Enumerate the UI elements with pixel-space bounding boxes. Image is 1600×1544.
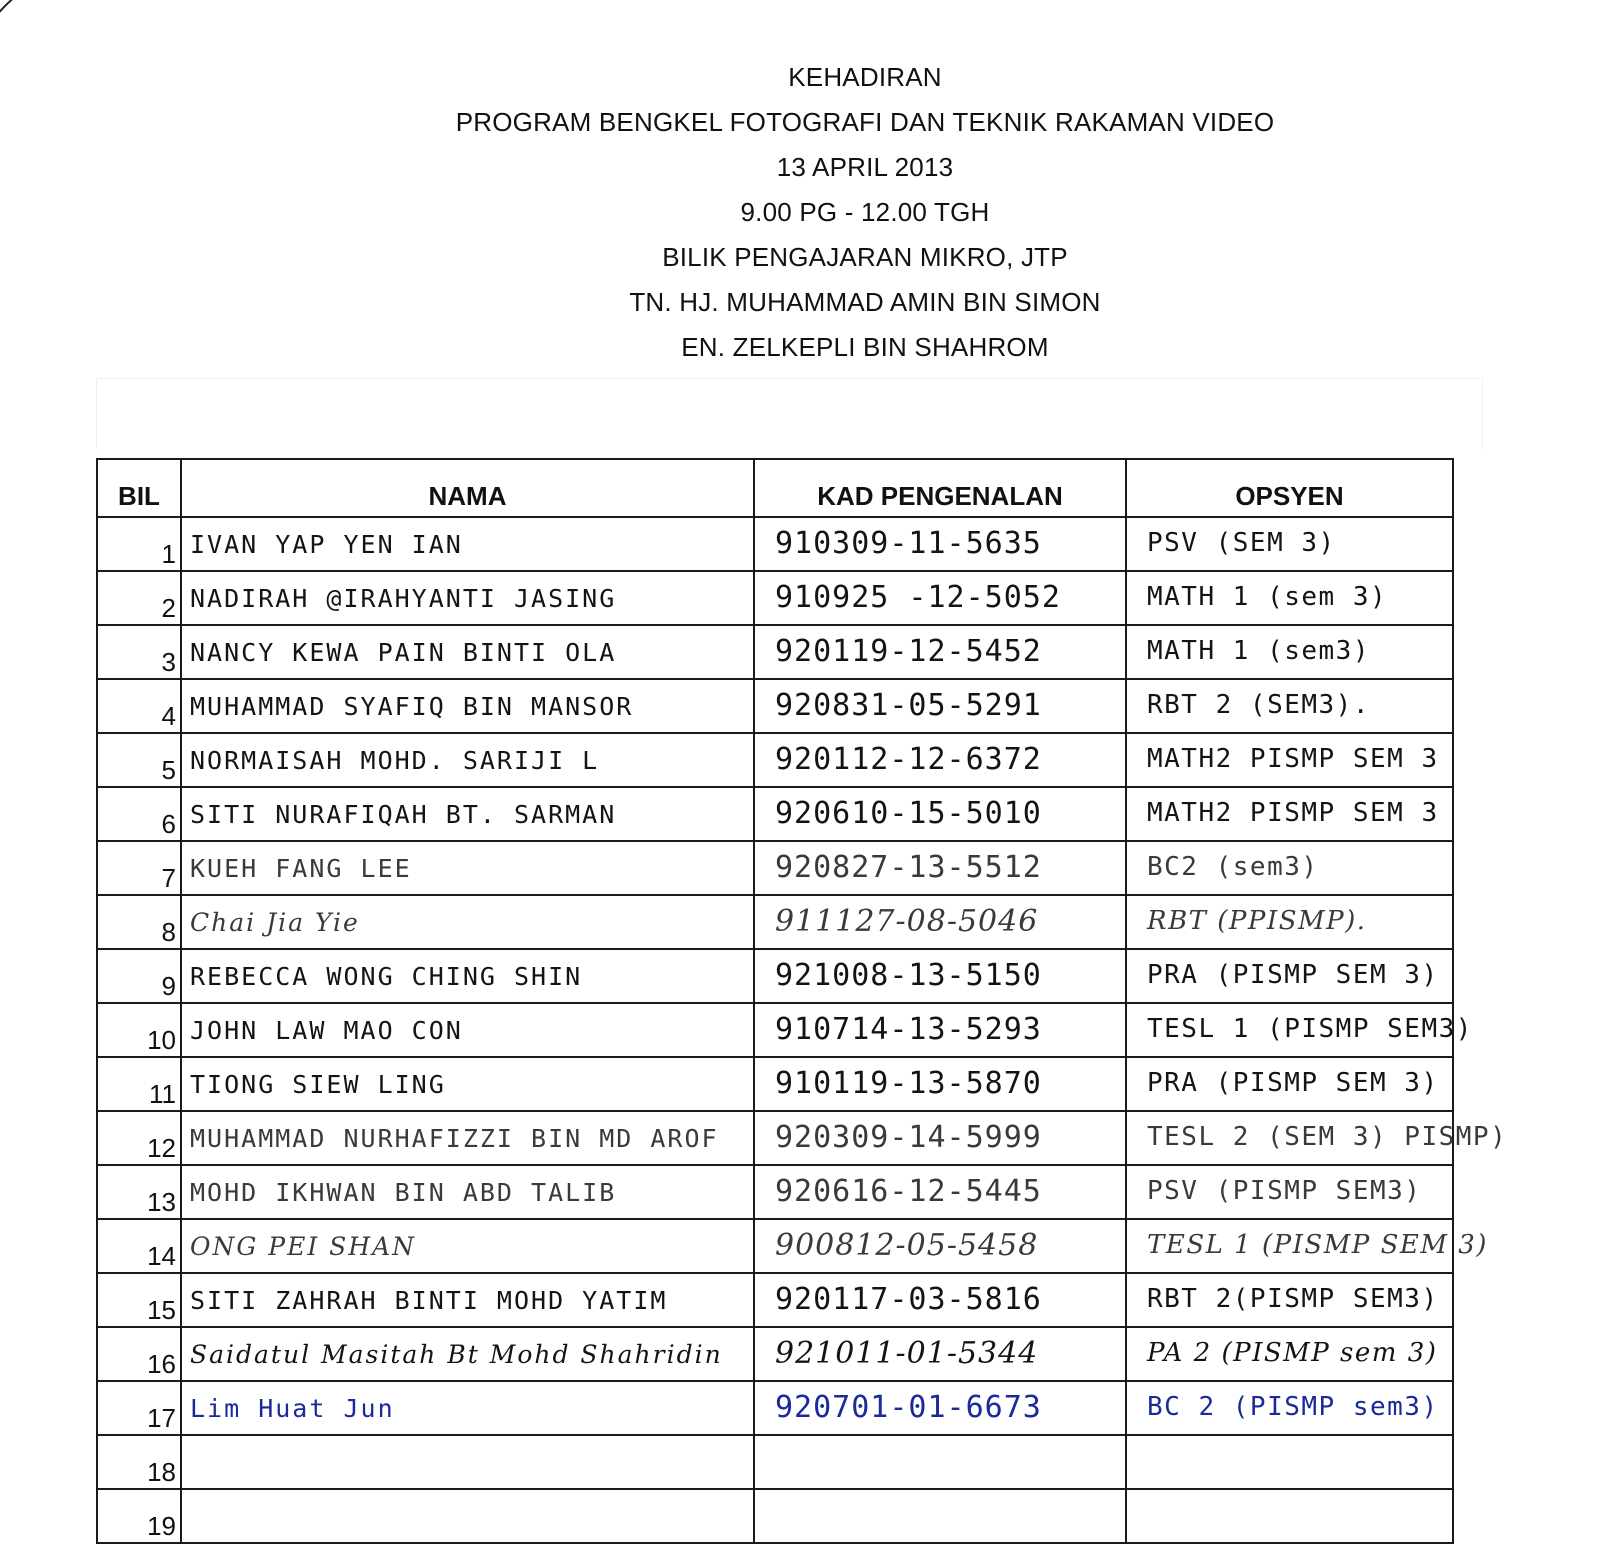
row-nama-cell	[181, 1327, 754, 1381]
row-nama-cell	[181, 733, 754, 787]
row-kad-pengenalan-cell	[754, 1435, 1126, 1489]
row-kad-pengenalan-cell	[754, 895, 1126, 949]
row-nama-cell	[181, 1273, 754, 1327]
row-opsyen-cell	[1126, 1111, 1508, 1165]
row-opsyen-text: RBT 2 (SEM3).	[1147, 690, 1370, 720]
row-nama-text: NORMAISAH MOHD. SARIJI L	[190, 746, 600, 775]
row-kad-pengenalan-text: 910119-13-5870	[775, 1066, 1042, 1101]
row-bil: 3	[97, 625, 181, 679]
row-opsyen-cell	[1126, 1381, 1453, 1435]
table-header-row	[97, 459, 1453, 517]
table-row	[97, 1327, 1453, 1381]
table-row	[97, 787, 1453, 841]
row-opsyen-cell	[1126, 895, 1453, 949]
row-opsyen-text: TESL 1 (PISMP SEM3)	[1147, 1014, 1473, 1044]
row-opsyen-cell	[1126, 517, 1453, 571]
table-row	[97, 571, 1453, 625]
bleed-through-box	[96, 378, 1483, 449]
row-kad-pengenalan-text: 920119-12-5452	[775, 634, 1042, 669]
row-bil: 17	[97, 1381, 181, 1435]
row-bil: 13	[97, 1165, 181, 1219]
row-nama-cell	[181, 787, 754, 841]
row-bil: 5	[97, 733, 181, 787]
scan-edge-mark	[0, 0, 34, 26]
row-nama-cell	[181, 625, 754, 679]
row-nama-text: Saidatul Masitah Bt Mohd Shahridin	[190, 1340, 723, 1369]
table-row	[97, 895, 1453, 949]
row-opsyen-text: PRA (PISMP SEM 3)	[1147, 1068, 1439, 1098]
header-venue: BILIK PENGAJARAN MIKRO, JTP	[662, 242, 1068, 272]
header-program: PROGRAM BENGKEL FOTOGRAFI DAN TEKNIK RAKAMAN VIDEO	[455, 107, 1275, 137]
row-opsyen-cell	[1126, 1435, 1453, 1489]
row-nama-text: SITI ZAHRAH BINTI MOHD YATIM	[190, 1286, 668, 1315]
row-kad-pengenalan-cell	[754, 1165, 1126, 1219]
row-opsyen-text: RBT 2(PISMP SEM3)	[1147, 1284, 1439, 1314]
row-kad-pengenalan-cell	[754, 841, 1126, 895]
row-kad-pengenalan-text: 921008-13-5150	[775, 958, 1042, 993]
row-opsyen-cell	[1126, 733, 1453, 787]
row-kad-pengenalan-cell	[754, 1273, 1126, 1327]
table-row	[97, 1273, 1453, 1327]
row-nama-cell	[181, 1057, 754, 1111]
row-opsyen-cell	[1126, 679, 1453, 733]
row-kad-pengenalan-text: 920112-12-6372	[775, 742, 1042, 777]
row-opsyen-text: MATH2 PISMP SEM 3	[1147, 798, 1439, 828]
row-kad-pengenalan-cell	[754, 517, 1126, 571]
row-opsyen-text: TESL 1 (PISMP SEM 3)	[1147, 1230, 1488, 1260]
column-header-nama: NAMA	[181, 459, 754, 517]
row-kad-pengenalan-cell	[754, 1003, 1126, 1057]
row-nama-text: JOHN LAW MAO CON	[190, 1016, 463, 1045]
table-row	[97, 517, 1453, 571]
row-nama-cell	[181, 571, 754, 625]
row-nama-text: TIONG SIEW LING	[190, 1070, 446, 1099]
header-facilitator-1: TN. HJ. MUHAMMAD AMIN BIN SIMON	[629, 287, 1101, 317]
row-kad-pengenalan-cell	[754, 1219, 1126, 1273]
row-opsyen-text: PSV (SEM 3)	[1147, 528, 1336, 558]
row-opsyen-text: BC 2 (PISMP sem3)	[1147, 1392, 1439, 1422]
row-nama-text: IVAN YAP YEN IAN	[190, 530, 463, 559]
row-nama-cell	[181, 1489, 754, 1543]
row-kad-pengenalan-cell	[754, 571, 1126, 625]
row-kad-pengenalan-text: 911127-08-5046	[775, 904, 1039, 939]
row-nama-text: SITI NURAFIQAH BT. SARMAN	[190, 800, 617, 829]
column-header-kad: KAD PENGENALAN	[754, 459, 1126, 517]
row-kad-pengenalan-cell	[754, 1489, 1126, 1543]
row-opsyen-cell	[1126, 787, 1453, 841]
row-bil: 8	[97, 895, 181, 949]
row-kad-pengenalan-text: 920831-05-5291	[775, 688, 1042, 723]
table-row	[97, 1381, 1453, 1435]
row-bil: 2	[97, 571, 181, 625]
row-nama-text: ONG PEI SHAN	[190, 1232, 417, 1261]
row-kad-pengenalan-text: 920701-01-6673	[775, 1390, 1042, 1425]
row-nama-cell	[181, 1111, 754, 1165]
row-bil: 18	[97, 1435, 181, 1489]
row-nama-text: NADIRAH @IRAHYANTI JASING	[190, 584, 617, 613]
row-opsyen-cell	[1126, 625, 1453, 679]
row-kad-pengenalan-cell	[754, 949, 1126, 1003]
row-kad-pengenalan-text: 920827-13-5512	[775, 850, 1042, 885]
column-header-opsyen: OPSYEN	[1126, 459, 1453, 517]
row-opsyen-text: PA 2 (PISMP sem 3)	[1147, 1338, 1438, 1368]
row-bil: 12	[97, 1111, 181, 1165]
row-opsyen-text: MATH 1 (sem 3)	[1147, 582, 1388, 612]
header-time: 9.00 PG - 12.00 TGH	[740, 197, 990, 227]
row-opsyen-text: BC2 (sem3)	[1147, 852, 1319, 882]
row-bil: 6	[97, 787, 181, 841]
table-row	[97, 841, 1453, 895]
row-opsyen-text: TESL 2 (SEM 3) PISMP)	[1147, 1122, 1508, 1152]
row-kad-pengenalan-cell	[754, 679, 1126, 733]
row-kad-pengenalan-text: 920309-14-5999	[775, 1120, 1042, 1155]
row-nama-cell	[181, 1003, 754, 1057]
row-kad-pengenalan-cell	[754, 1327, 1126, 1381]
row-opsyen-text: MATH2 PISMP SEM 3	[1147, 744, 1439, 774]
row-kad-pengenalan-cell	[754, 1111, 1126, 1165]
row-bil: 9	[97, 949, 181, 1003]
row-nama-text: MUHAMMAD SYAFIQ BIN MANSOR	[190, 692, 634, 721]
header-date: 13 APRIL 2013	[776, 152, 954, 182]
row-kad-pengenalan-text: 910925 -12-5052	[775, 580, 1061, 615]
row-nama-text: KUEH FANG LEE	[190, 854, 412, 883]
row-opsyen-cell	[1126, 1489, 1453, 1543]
table-row	[97, 1435, 1453, 1489]
table-row	[97, 733, 1453, 787]
row-opsyen-cell	[1126, 1219, 1488, 1273]
row-kad-pengenalan-cell	[754, 1057, 1126, 1111]
row-opsyen-cell	[1126, 1003, 1473, 1057]
table-row	[97, 625, 1453, 679]
row-nama-cell	[181, 517, 754, 571]
row-nama-text: REBECCA WONG CHING SHIN	[190, 962, 583, 991]
row-kad-pengenalan-text: 921011-01-5344	[775, 1336, 1039, 1371]
table-row	[97, 1111, 1453, 1165]
row-nama-cell	[181, 841, 754, 895]
row-bil: 19	[97, 1489, 181, 1543]
row-kad-pengenalan-text: 920616-12-5445	[775, 1174, 1042, 1209]
row-kad-pengenalan-text: 920117-03-5816	[775, 1282, 1042, 1317]
row-nama-cell	[181, 679, 754, 733]
row-opsyen-cell	[1126, 571, 1453, 625]
row-nama-text: MOHD IKHWAN BIN ABD TALIB	[190, 1178, 617, 1207]
row-kad-pengenalan-cell	[754, 787, 1126, 841]
row-bil: 15	[97, 1273, 181, 1327]
row-nama-text: MUHAMMAD NURHAFIZZI BIN MD AROF	[190, 1124, 719, 1153]
row-opsyen-cell	[1126, 1057, 1453, 1111]
row-opsyen-text: PSV (PISMP SEM3)	[1147, 1176, 1422, 1206]
row-nama-cell	[181, 1435, 754, 1489]
row-kad-pengenalan-text: 910714-13-5293	[775, 1012, 1042, 1047]
row-nama-cell	[181, 949, 754, 1003]
table-row	[97, 949, 1453, 1003]
row-kad-pengenalan-text: 920610-15-5010	[775, 796, 1042, 831]
row-opsyen-cell	[1126, 1273, 1453, 1327]
row-bil: 7	[97, 841, 181, 895]
document-header	[0, 55, 1600, 370]
row-kad-pengenalan-cell	[754, 733, 1126, 787]
row-kad-pengenalan-text: 910309-11-5635	[775, 526, 1042, 561]
row-nama-cell	[181, 1165, 754, 1219]
row-kad-pengenalan-text: 900812-05-5458	[775, 1228, 1039, 1263]
row-bil: 16	[97, 1327, 181, 1381]
row-nama-cell	[181, 1219, 754, 1273]
row-bil: 10	[97, 1003, 181, 1057]
row-opsyen-cell	[1126, 1165, 1453, 1219]
table-row	[97, 679, 1453, 733]
row-nama-cell	[181, 1381, 754, 1435]
table-row	[97, 1003, 1453, 1057]
header-title: KEHADIRAN	[788, 62, 942, 92]
row-nama-cell	[181, 895, 754, 949]
table-row	[97, 1489, 1453, 1543]
table-row	[97, 1057, 1453, 1111]
row-opsyen-text: RBT (PPISMP).	[1147, 906, 1367, 936]
column-header-bil: BIL	[97, 459, 181, 517]
row-nama-text: Chai Jia Yie	[190, 908, 360, 937]
row-kad-pengenalan-cell	[754, 1381, 1126, 1435]
row-opsyen-cell	[1126, 841, 1453, 895]
row-kad-pengenalan-cell	[754, 625, 1126, 679]
row-opsyen-text: PRA (PISMP SEM 3)	[1147, 960, 1439, 990]
table-row	[97, 1219, 1453, 1273]
row-bil: 4	[97, 679, 181, 733]
row-opsyen-cell	[1126, 1327, 1453, 1381]
attendance-table	[96, 458, 1508, 1544]
table-row	[97, 1165, 1453, 1219]
row-nama-text: NANCY KEWA PAIN BINTI OLA	[190, 638, 617, 667]
table-body	[97, 517, 1508, 1543]
row-nama-text: Lim Huat Jun	[190, 1394, 395, 1423]
row-bil: 1	[97, 517, 181, 571]
row-opsyen-cell	[1126, 949, 1453, 1003]
row-bil: 11	[97, 1057, 181, 1111]
row-opsyen-text: MATH 1 (sem3)	[1147, 636, 1370, 666]
row-bil: 14	[97, 1219, 181, 1273]
header-facilitator-2: EN. ZELKEPLI BIN SHAHROM	[681, 332, 1049, 362]
